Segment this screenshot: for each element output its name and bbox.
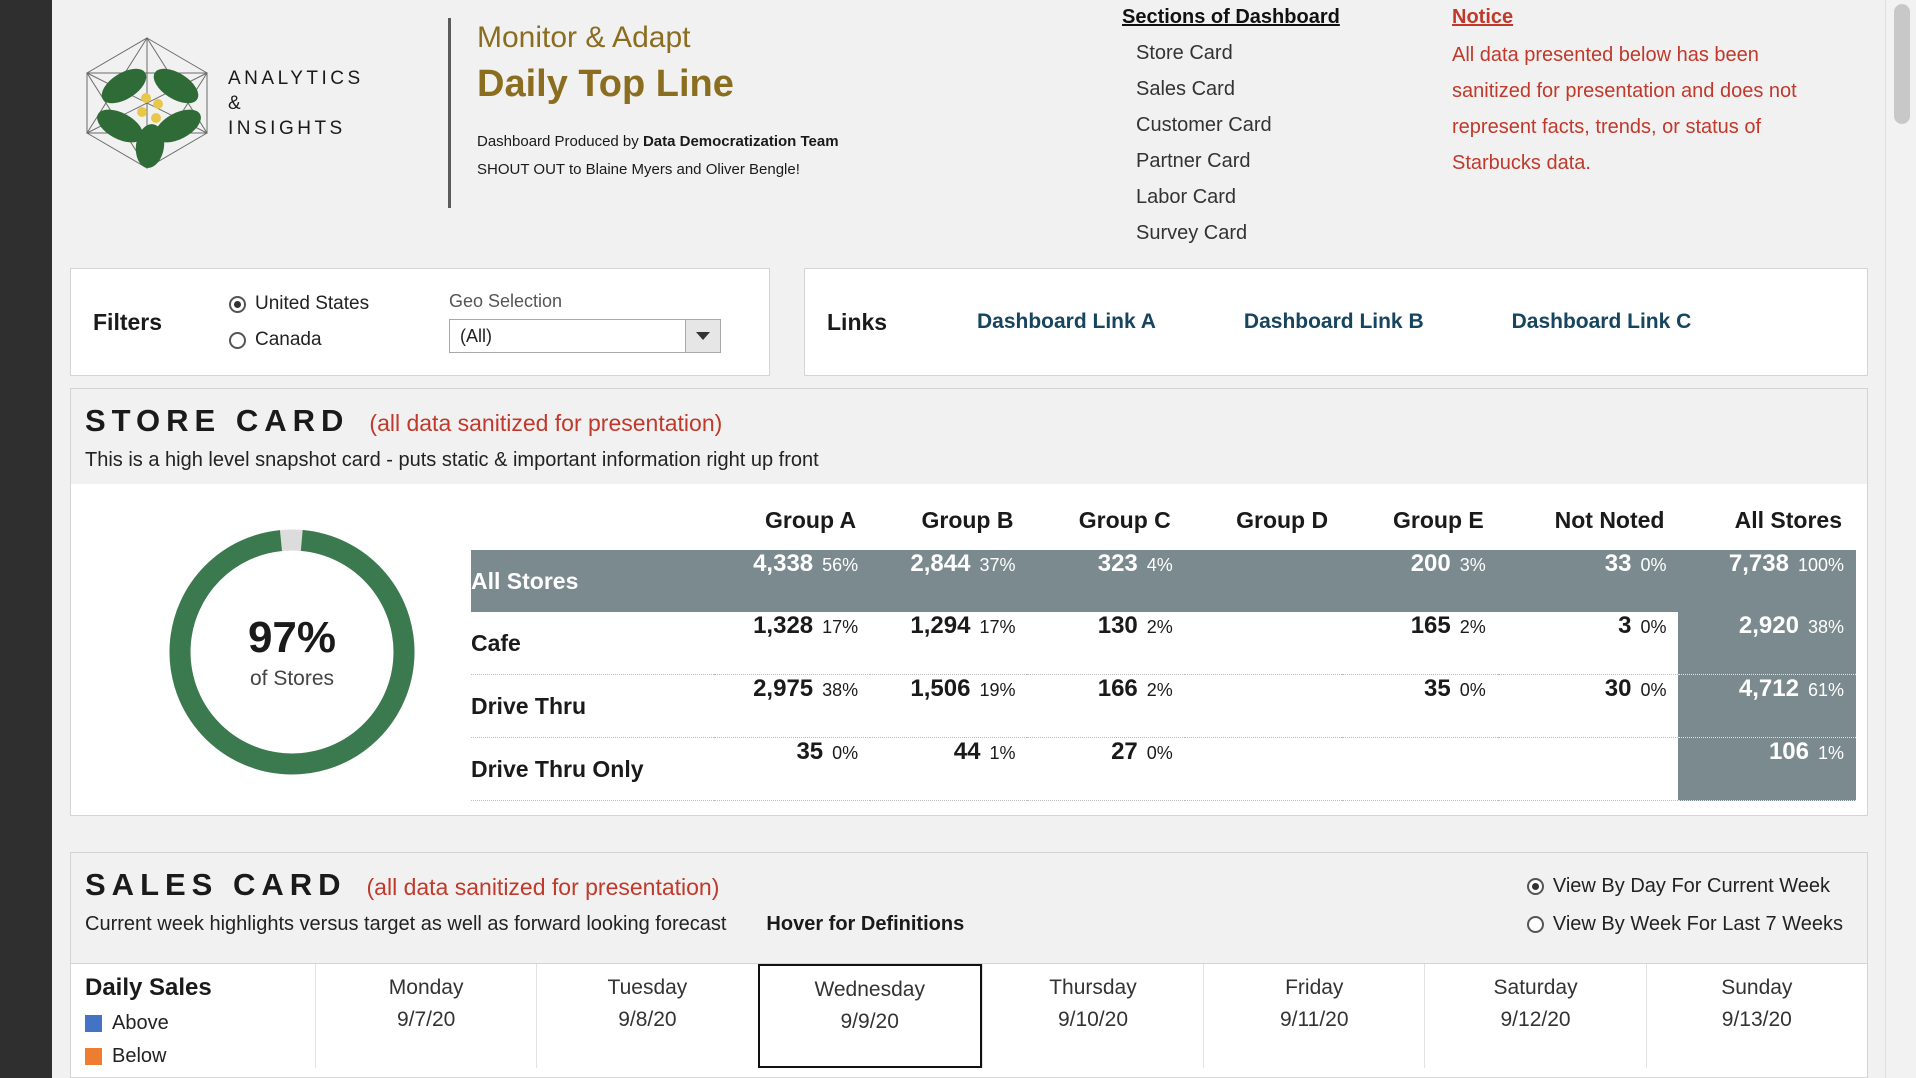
store-card-header <box>71 389 1867 484</box>
radio-canada-label: Canada <box>255 329 322 350</box>
radio-united-states-icon[interactable] <box>229 296 246 313</box>
brand-line-1: ANALYTICS <box>228 67 364 89</box>
credit-team: Data Democratization Team <box>642 133 839 150</box>
page-scrollbar[interactable] <box>1885 0 1916 1078</box>
legend-above-swatch <box>85 1015 102 1032</box>
cell-cafe-group-b: 1,294 17% <box>910 612 1016 639</box>
dashboard-credit <box>477 128 977 184</box>
dashboard-canvas <box>52 0 1886 1078</box>
cell-all-stores-group-d <box>1185 550 1342 612</box>
sections-list <box>1122 35 1382 251</box>
chevron-down-icon[interactable] <box>685 320 720 352</box>
sections-item-store-card[interactable]: Store Card <box>1136 42 1233 64</box>
radio-view-by-week-label: View By Week For Last 7 Weeks <box>1552 913 1843 935</box>
legend-item-above[interactable] <box>85 1012 315 1035</box>
left-gutter <box>0 0 52 1078</box>
table-row[interactable] <box>471 738 1856 801</box>
cell-drive-thru-all-stores: 4,712 61% <box>1678 675 1856 738</box>
store-card-table <box>471 501 1856 801</box>
radio-view-by-week[interactable] <box>1527 905 1843 943</box>
day-column-thursday[interactable] <box>982 964 1203 1068</box>
links-card <box>804 268 1868 376</box>
cell-cafe-group-e: 165 2% <box>1410 612 1486 639</box>
radio-view-by-day[interactable] <box>1527 867 1843 905</box>
day-name-friday: Friday <box>1285 976 1344 999</box>
link-dashboard-c[interactable]: Dashboard Link C <box>1511 310 1692 333</box>
cell-all-stores-group-b: 2,844 37% <box>910 550 1016 577</box>
cell-cafe-not-noted: 3 0% <box>1618 612 1667 639</box>
day-date-wednesday: 9/9/20 <box>840 1010 899 1033</box>
day-name-monday: Monday <box>388 976 464 999</box>
day-name-wednesday: Wednesday <box>814 978 925 1001</box>
cell-cafe-group-c: 130 2% <box>1097 612 1173 639</box>
radio-view-by-week-icon[interactable] <box>1527 916 1544 933</box>
cell-all-stores-group-e: 200 3% <box>1410 550 1486 577</box>
sections-of-dashboard <box>1122 0 1382 251</box>
day-column-sunday[interactable] <box>1646 964 1867 1068</box>
dashboard-subtitle: Monitor & Adapt <box>477 21 691 54</box>
legend-below-swatch <box>85 1048 102 1065</box>
col-header-group-e: Group E <box>1393 507 1484 533</box>
row-label-cafe: Cafe <box>471 629 521 656</box>
cell-drive-thru-not-noted: 30 0% <box>1604 675 1667 702</box>
row-label-all-stores: All Stores <box>471 567 579 594</box>
store-card <box>70 388 1868 816</box>
sections-item-labor-card[interactable]: Labor Card <box>1136 186 1237 208</box>
sections-item-customer-card[interactable]: Customer Card <box>1136 114 1272 136</box>
cell-drive-thru-only-group-a: 35 0% <box>796 738 859 765</box>
filters-label: Filters <box>93 308 163 335</box>
dashboard-header <box>52 0 1886 262</box>
cell-drive-thru-group-d <box>1185 675 1342 738</box>
radio-united-states-label: United States <box>255 293 370 314</box>
analytics-insights-logo-icon <box>72 28 222 178</box>
day-name-saturday: Saturday <box>1493 976 1578 999</box>
notice-block <box>1452 0 1802 181</box>
col-header-group-a: Group A <box>765 507 857 533</box>
cell-drive-thru-group-c: 166 2% <box>1097 675 1173 702</box>
geo-selection-label: Geo Selection <box>449 291 563 311</box>
day-name-thursday: Thursday <box>1049 976 1137 999</box>
radio-united-states[interactable] <box>229 286 439 322</box>
cell-cafe-all-stores: 2,920 38% <box>1678 612 1856 675</box>
cell-all-stores-all-stores: 7,738 100% <box>1678 550 1856 612</box>
col-header-group-c: Group C <box>1078 507 1171 533</box>
sections-item-sales-card[interactable]: Sales Card <box>1136 78 1235 100</box>
cell-cafe-group-a: 1,328 17% <box>753 612 859 639</box>
notice-heading: Notice <box>1452 6 1514 28</box>
radio-canada[interactable] <box>229 322 439 358</box>
sections-item-partner-card[interactable]: Partner Card <box>1136 150 1251 172</box>
col-header-all-stores: All Stores <box>1734 507 1842 533</box>
day-column-saturday[interactable] <box>1424 964 1645 1068</box>
store-card-description: This is a high level snapshot card - puts static & important information right up front <box>85 449 819 471</box>
cell-drive-thru-only-all-stores: 106 1% <box>1678 738 1856 801</box>
radio-canada-icon[interactable] <box>229 332 246 349</box>
daily-sales-title: Daily Sales <box>85 974 212 1001</box>
sales-card-description: Current week highlights versus target as well as forward looking forecast <box>85 913 727 935</box>
geo-selection-block <box>449 291 721 353</box>
radio-view-by-day-label: View By Day For Current Week <box>1552 875 1831 897</box>
daily-sales-grid <box>71 963 1867 1068</box>
filters-card <box>70 268 770 376</box>
cell-drive-thru-group-a: 2,975 38% <box>753 675 859 702</box>
brand-line-3: INSIGHTS <box>228 117 346 139</box>
legend-item-below[interactable] <box>85 1045 315 1068</box>
table-header-row <box>471 501 1856 550</box>
links-label: Links <box>827 308 888 335</box>
notice-text: All data presented below has been sanitized for presentation and does not represent facts, trends, or status of Starbucks data. <box>1452 44 1797 174</box>
radio-view-by-day-icon[interactable] <box>1527 878 1544 895</box>
brand-wordmark <box>228 66 364 141</box>
cell-drive-thru-only-group-c: 27 0% <box>1111 738 1173 765</box>
day-column-tuesday[interactable] <box>536 964 757 1068</box>
dashboard-title-block <box>448 18 977 208</box>
filters-links-row <box>52 268 1886 378</box>
day-name-tuesday: Tuesday <box>607 976 688 999</box>
sales-card-header <box>71 853 1867 963</box>
col-header-group-b: Group B <box>921 507 1014 533</box>
hover-for-definitions[interactable]: Hover for Definitions <box>766 913 965 935</box>
credit-shoutout: SHOUT OUT to Blaine Myers and Oliver Bengle! <box>477 161 800 178</box>
day-column-monday[interactable] <box>315 964 536 1068</box>
link-dashboard-b[interactable]: Dashboard Link B <box>1243 310 1424 333</box>
link-dashboard-a[interactable]: Dashboard Link A <box>977 310 1156 333</box>
store-card-title: STORE CARD <box>85 403 350 438</box>
cell-drive-thru-only-group-b: 44 1% <box>953 738 1016 765</box>
sales-card-title: SALES CARD <box>85 867 347 902</box>
brand-logo <box>72 18 402 188</box>
geo-selection-value: (All) <box>460 325 492 346</box>
cell-drive-thru-only-group-d <box>1185 738 1342 801</box>
brand-line-2: & <box>228 92 245 114</box>
table-row[interactable] <box>471 675 1856 738</box>
cell-all-stores-not-noted: 33 0% <box>1604 550 1667 577</box>
col-header-not-noted: Not Noted <box>1554 507 1665 533</box>
col-header-group-d: Group D <box>1236 507 1329 533</box>
row-label-drive-thru: Drive Thru <box>471 692 587 719</box>
col-header-rowlabel <box>471 501 714 550</box>
cell-drive-thru-only-not-noted <box>1498 738 1679 801</box>
table-row[interactable] <box>471 612 1856 675</box>
legend-below-label: Below <box>112 1045 167 1067</box>
day-date-sunday: 9/13/20 <box>1721 1008 1792 1031</box>
day-date-thursday: 9/10/20 <box>1057 1008 1129 1031</box>
scrollbar-thumb[interactable] <box>1894 4 1910 124</box>
table-row[interactable] <box>471 550 1856 612</box>
cell-drive-thru-group-e: 35 0% <box>1424 675 1486 702</box>
stores-donut-percent: 97% <box>247 613 337 662</box>
row-label-drive-thru-only: Drive Thru Only <box>471 755 644 782</box>
stores-donut-sublabel: of Stores <box>249 667 335 690</box>
day-name-sunday: Sunday <box>1721 976 1793 999</box>
day-date-saturday: 9/12/20 <box>1500 1008 1571 1031</box>
day-column-friday[interactable] <box>1203 964 1424 1068</box>
geo-country-radio-group[interactable] <box>229 286 439 358</box>
store-card-sanitized-note: (all data sanitized for presentation) <box>369 410 723 436</box>
cell-cafe-group-d <box>1185 612 1342 675</box>
day-column-wednesday[interactable] <box>758 964 982 1068</box>
sales-view-radio-group[interactable] <box>1527 867 1843 943</box>
cell-drive-thru-only-group-e <box>1342 738 1498 801</box>
cell-all-stores-group-c: 323 4% <box>1097 550 1173 577</box>
credit-prefix: Dashboard Produced by <box>477 133 643 150</box>
cell-drive-thru-group-b: 1,506 19% <box>910 675 1016 702</box>
stores-donut-chart <box>157 517 427 787</box>
day-date-tuesday: 9/8/20 <box>618 1008 677 1031</box>
sections-heading: Sections of Dashboard <box>1122 6 1340 28</box>
day-date-friday: 9/11/20 <box>1280 1008 1349 1031</box>
geo-selection-dropdown[interactable] <box>449 319 721 353</box>
cell-all-stores-group-a: 4,338 56% <box>753 550 859 577</box>
sales-card-sanitized-note: (all data sanitized for presentation) <box>366 874 720 900</box>
day-date-monday: 9/7/20 <box>396 1008 456 1031</box>
sales-card <box>70 852 1868 1078</box>
daily-sales-legend <box>71 964 315 1068</box>
page-title: Daily Top Line <box>477 63 734 105</box>
sections-item-survey-card[interactable]: Survey Card <box>1136 222 1248 244</box>
legend-above-label: Above <box>112 1012 169 1034</box>
